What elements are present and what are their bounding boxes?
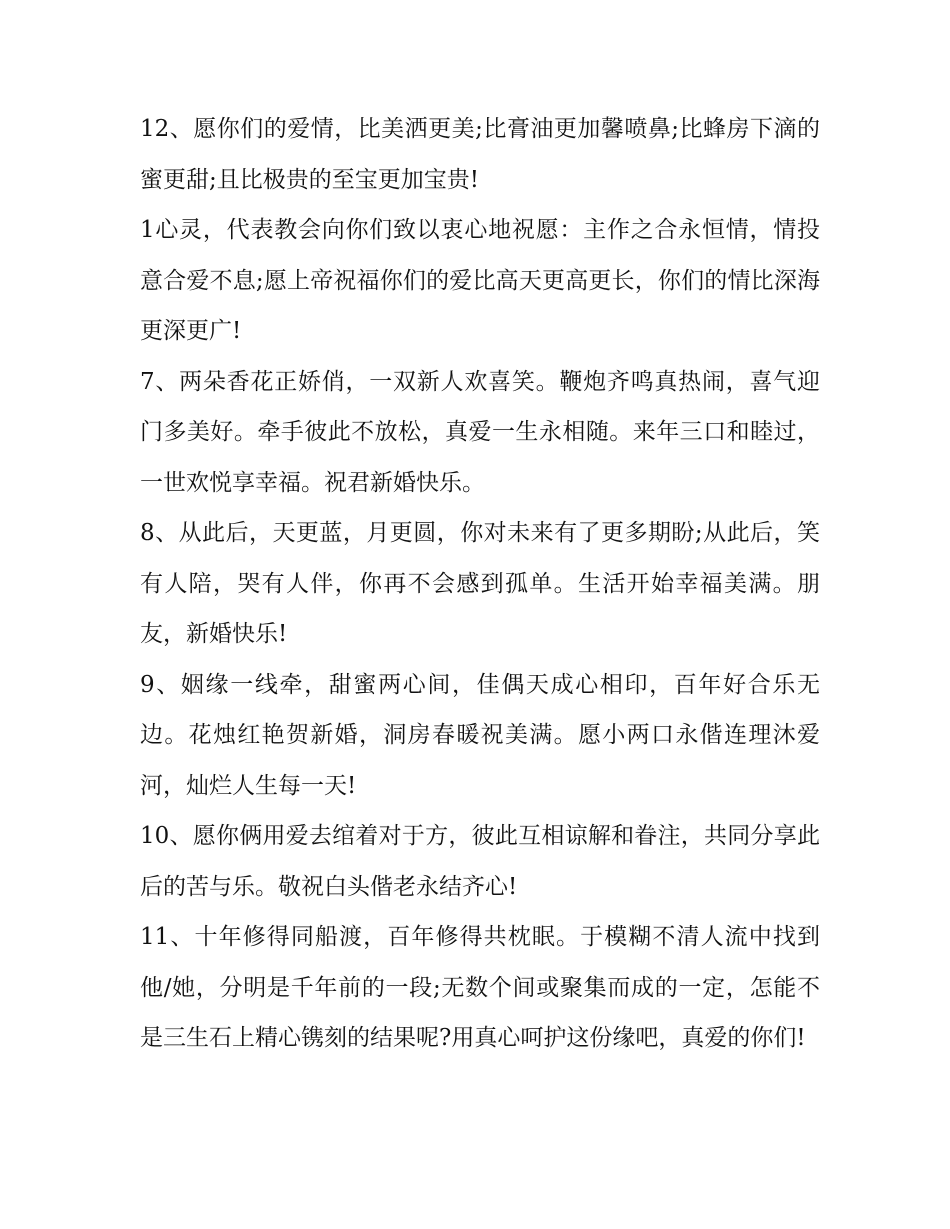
document-body [140,104,820,1064]
paragraph-1: 1心灵，代表教会向你们致以衷心地祝愿：主作之合永恒情，情投意合爱不息;愿上帝祝福你们的爱比高天更高更长，你们的情比深海更深更广! [140,217,820,344]
paragraph-9: 9、姻缘一线牵，甜蜜两心间，佳偶天成心相印，百年好合乐无边。花烛红艳贺新婚，洞房春暖祝美满。愿小两口永偕连理沐爱河，灿烂人生每一天! [140,671,820,799]
paragraph-8: 8、从此后，天更蓝，月更圆，你对未来有了更多期盼;从此后，笑有人陪，哭有人伴，你再不会感到孤单。生活开始幸福美满。朋友，新婚快乐! [140,520,820,647]
paragraph-7: 7、两朵香花正娇俏，一双新人欢喜笑。鞭炮齐鸣真热闹，喜气迎门多美好。牵手彼此不放松，真爱一生永相随。来年三口和睦过，一世欢悦享幸福。祝君新婚快乐。 [140,368,820,496]
paragraph-12: 12、愿你们的爱情，比美洒更美;比膏油更加馨喷鼻;比蜂房下滴的蜜更甜;且比极贵的至宝更加宝贵! [140,116,820,193]
paragraph-11: 11、十年修得同船渡，百年修得共枕眠。于模糊不清人流中找到他/她，分明是千年前的一段;无数个间或聚集而成的一定，怎能不是三生石上精心镌刻的结果呢?用真心呵护这份缘吧，真爱的你们! [140,924,820,1051]
paragraph-10: 10、愿你俩用爱去绾着对于方，彼此互相谅解和眷注，共同分享此后的苦与乐。敬祝白头偕老永结齐心! [140,823,820,900]
